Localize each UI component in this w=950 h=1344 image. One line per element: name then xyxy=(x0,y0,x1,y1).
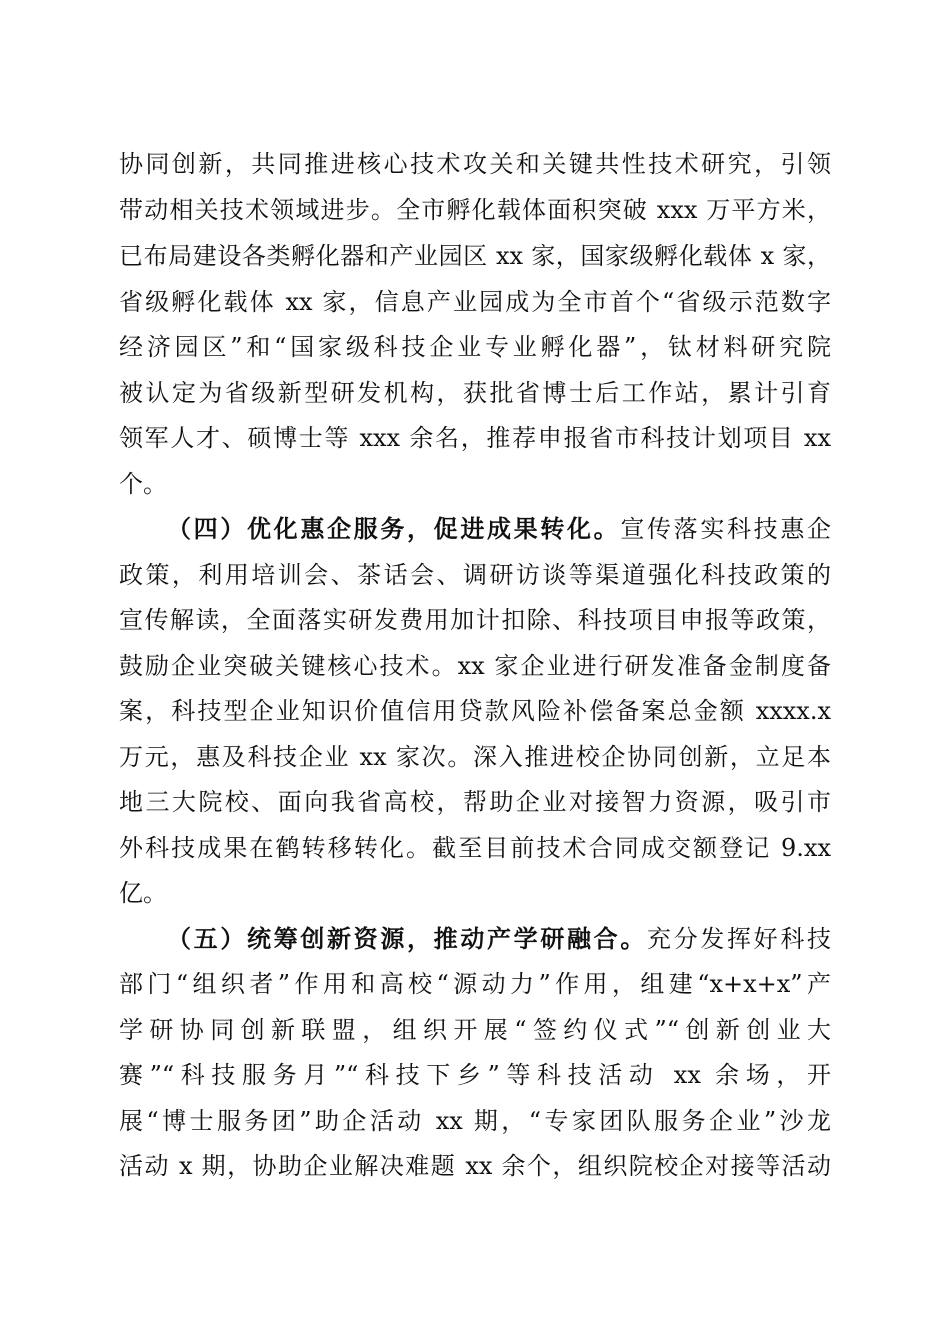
text-line: 宣传解读，全面落实研发费用加计扣除、科技项目申报等政策， xyxy=(119,606,831,634)
text-line: 案，科技型企业知识价值信用贷款风险补偿备案总金额 xxxx.x xyxy=(119,697,831,725)
text-line: 领军人才、硕博士等 xxx 余名，推荐申报省市科技计划项目 xx xyxy=(119,424,831,452)
text-line: 地三大院校、面向我省高校，帮助企业对接智力资源，吸引市 xyxy=(119,788,831,816)
text-line: 已布局建设各类孵化器和产业园区 xx 家，国家级孵化载体 x 家， xyxy=(119,242,831,270)
text-line: 亿。 xyxy=(119,879,167,907)
text-line: 政策，利用培训会、茶话会、调研访谈等渠道强化科技政策的 xyxy=(119,561,831,589)
text-line: 个。 xyxy=(119,470,167,498)
text-line: 鼓励企业突破关键核心技术。xx 家企业进行研发准备金制度备 xyxy=(119,652,831,680)
text-line: 部门“组织者”作用和高校“源动力”作用，组建“x+x+x”产 xyxy=(119,970,831,998)
section-heading-4: （四）优化惠企服务，促进成果转化。 xyxy=(167,514,621,543)
paragraph-first-line xyxy=(167,923,831,955)
text-line: 被认定为省级新型研发机构，获批省博士后工作站，累计引育 xyxy=(119,379,831,407)
text-line: 赛”“科技服务月”“科技下乡”等科技活动 xx 余场，开 xyxy=(119,1061,831,1089)
text-span: 宣传落实科技惠企 xyxy=(620,515,832,543)
text-line: 展“博士服务团”助企活动 xx 期，“专家团队服务企业”沙龙 xyxy=(119,1107,831,1135)
text-line: 省级孵化载体 xx 家，信息产业园成为全市首个“省级示范数字 xyxy=(119,288,831,316)
text-line: 外科技成果在鹤转移转化。截至目前技术合同成交额登记 9.xx xyxy=(119,834,831,862)
text-line: 万元，惠及科技企业 xx 家次。深入推进校企协同创新，立足本 xyxy=(119,743,831,771)
text-span: 充分发挥好科技 xyxy=(647,925,831,953)
paragraph-first-line xyxy=(167,513,831,545)
section-heading-5: （五）统筹创新资源，推动产学研融合。 xyxy=(167,924,647,953)
text-line: 学研协同创新联盟，组织开展“签约仪式”“创新创业大 xyxy=(119,1016,831,1044)
text-line: 经济园区”和“国家级科技企业专业孵化器”，钛材料研究院 xyxy=(119,333,831,361)
text-line: 协同创新，共同推进核心技术攻关和关键共性技术研究，引领 xyxy=(119,150,831,178)
text-line: 带动相关技术领域进步。全市孵化载体面积突破 xxx 万平方米， xyxy=(119,196,831,224)
text-line: 活动 x 期，协助企业解决难题 xx 余个，组织院校企对接等活动 xyxy=(119,1152,831,1180)
